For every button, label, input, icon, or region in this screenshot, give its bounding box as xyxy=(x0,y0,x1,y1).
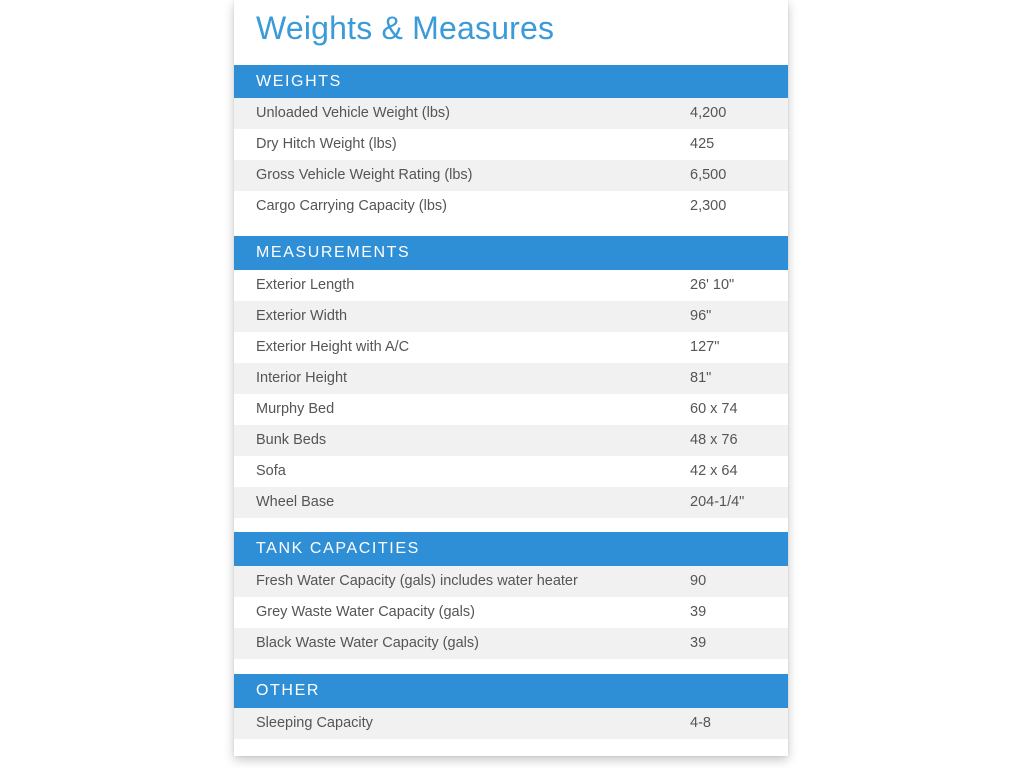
spec-label: Grey Waste Water Capacity (gals) xyxy=(256,604,475,620)
spec-label: Fresh Water Capacity (gals) includes water heater xyxy=(256,573,578,589)
spec-row xyxy=(234,394,788,425)
spec-label: Gross Vehicle Weight Rating (lbs) xyxy=(256,167,473,183)
spec-value: 42 x 64 xyxy=(690,463,738,479)
spec-value: 127" xyxy=(690,339,720,355)
spec-label: Wheel Base xyxy=(256,494,335,510)
spec-value: 4,200 xyxy=(690,105,727,121)
specs-card xyxy=(234,0,788,756)
spec-value: 39 xyxy=(690,635,707,651)
spec-value: 60 x 74 xyxy=(690,401,738,417)
spec-value: 90 xyxy=(690,573,707,589)
spec-row xyxy=(234,456,788,487)
spec-value: 6,500 xyxy=(690,167,727,183)
section-header-measurements: MEASUREMENTS xyxy=(234,236,788,270)
spec-value: 2,300 xyxy=(690,198,727,214)
section-header-weights: WEIGHTS xyxy=(234,65,788,99)
spec-value: 39 xyxy=(690,604,707,620)
spec-label: Cargo Carrying Capacity (lbs) xyxy=(256,198,447,214)
spec-row xyxy=(234,425,788,456)
spec-value: 48 x 76 xyxy=(690,432,738,448)
spec-value: 204-1/4" xyxy=(690,494,745,510)
spec-value: 4-8 xyxy=(690,715,711,731)
spec-label: Sleeping Capacity xyxy=(256,715,373,731)
spec-row xyxy=(234,191,788,222)
spec-value: 425 xyxy=(690,136,715,152)
spec-row xyxy=(234,332,788,363)
section-header-other: OTHER xyxy=(234,674,788,708)
spec-label: Unloaded Vehicle Weight (lbs) xyxy=(256,105,450,121)
spec-label: Interior Height xyxy=(256,370,348,386)
spec-value: 26' 10" xyxy=(690,277,735,293)
spec-row xyxy=(234,270,788,301)
spec-row xyxy=(234,487,788,518)
spec-label: Black Waste Water Capacity (gals) xyxy=(256,635,479,651)
page-title: Weights & Measures xyxy=(256,10,555,46)
spec-label: Murphy Bed xyxy=(256,401,335,417)
spec-row xyxy=(234,566,788,597)
spec-label: Exterior Width xyxy=(256,308,348,324)
section-header-tank-capacities: TANK CAPACITIES xyxy=(234,532,788,566)
spec-value: 81" xyxy=(690,370,712,386)
spec-row xyxy=(234,363,788,394)
spec-row xyxy=(234,708,788,739)
spec-row xyxy=(234,129,788,160)
spec-label: Sofa xyxy=(256,463,286,479)
spec-row xyxy=(234,160,788,191)
spec-value: 96" xyxy=(690,308,712,324)
spec-row xyxy=(234,597,788,628)
spec-row xyxy=(234,301,788,332)
spec-label: Exterior Height with A/C xyxy=(256,339,410,355)
spec-label: Bunk Beds xyxy=(256,432,327,448)
spec-row xyxy=(234,628,788,659)
spec-row xyxy=(234,98,788,129)
spec-label: Exterior Length xyxy=(256,277,355,293)
spec-label: Dry Hitch Weight (lbs) xyxy=(256,136,397,152)
